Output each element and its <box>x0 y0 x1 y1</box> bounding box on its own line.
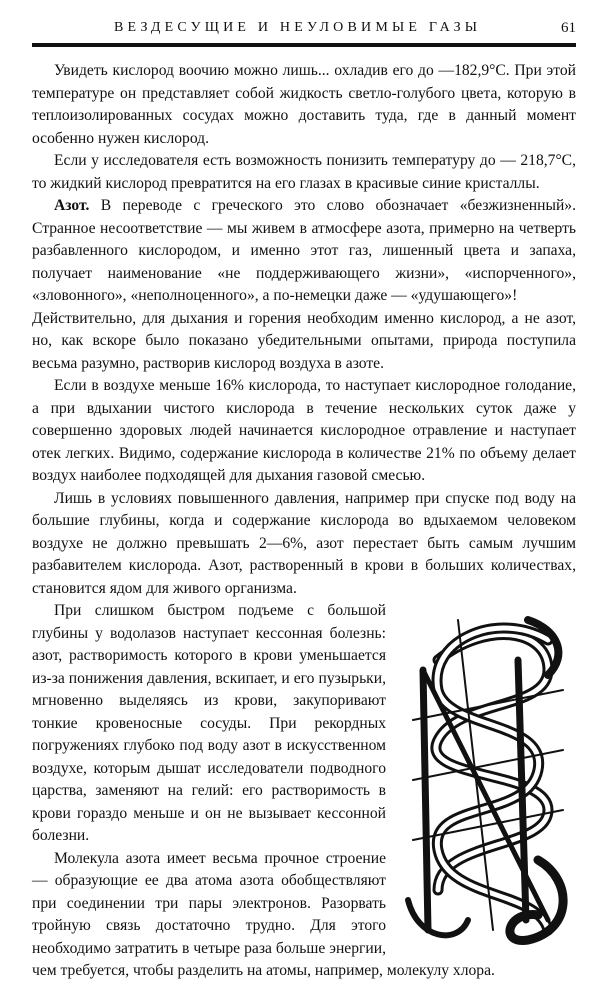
paragraph-liquid-oxygen: Увидеть кислород воочию можно лишь... охладив его до —182,9°С. При этой температуре он представляет собой жидкость светло-голубого цвета, которую в теплоизолированных сосудах можно доставить туда, где в данный момент особенно нужен кислород. <box>32 62 576 147</box>
paragraph-nitrogen-intro-text: В переводе с греческого это слово обозначает «безжизненный». Странное несоответствие — мы живем в атмосфере азота, примерно на четверть разбавленного кислородом, и именно этот газ, лишенный цвета и запаха, получает наименование «не поддерживающего жизни», «испорченного», «зловонного», «неполноценного», а по-немецки даже — «удушающего»! <box>32 197 576 304</box>
paragraph-pressure: Лишь в условиях повышенного давления, например при спуске под воду на большие глубины, когда и содержание кислорода во вдыхаемом человеком воздухе не должно превышать 2—6%, азот перестает быть самым лучшим разбавителем кислорода. Азот, растворенный в крови в больших количествах, становится ядом для живого организма. <box>32 489 576 597</box>
paragraph-nitrogen-intro <box>32 195 576 308</box>
page-number: 61 <box>561 20 576 36</box>
paragraph-oxygen-share: Если в воздухе меньше 16% кислорода, то наступает кислородное голодание, а при вдыхании чистого кислорода в течение нескольких суток даже у совершенно здоровых людей начинается кислородное отравление и наступает отек легких. Видимо, содержание кислорода в количестве 21% по объему делает воздух наиболее подходящей для дыхания газовой смесью. <box>32 377 576 484</box>
nitrogen-ribbon-letters-illustration <box>398 600 576 950</box>
running-title: ВЕЗДЕСУЩИЕ И НЕУЛОВИМЫЕ ГАЗЫ <box>114 20 482 35</box>
term-nitrogen: Азот. <box>54 197 90 214</box>
page-header <box>32 20 576 42</box>
paragraph-molecule: Молекула азота имеет весьма прочное строение — образующие ее два атома азота обобществляют при соединении три пары электронов. Разорвать тройную связь достаточно трудно. Для этого необходимо затратить в четыре раза больше энергии, чем требуется, чтобы разделить на атомы, например, молекулу хлора. <box>32 849 495 979</box>
paragraph-oxygen-crystals: Если у исследователя есть возможность понизить температуру до — 218,7°С, то жидкий кислород превратится на его глазах в красивые синие кристаллы. <box>32 152 576 192</box>
page-body <box>32 60 576 983</box>
header-rule <box>32 43 576 47</box>
paragraph-decompression: При слишком быстром подъеме с большой глубины у водолазов наступает кессонная болезнь: азот, растворимость которого в крови уменьшается из-за понижения давления, вскипает, и его пузырьки, мгновенно выделяясь из крови, закупоривают тонкие кровеносные сосуды. При рекордных погружениях глубоко под воду азот в искусственном воздухе, которым дышат исследователи подводного царства, заменяют на гелий: его растворимость в крови гораздо меньше и он не вызывает кессонной болезни. <box>32 602 386 844</box>
paragraph-breathing: Действительно, для дыхания и горения необходим именно кислород, а не азот, но, как вскоре было показано убедительными опытами, природа поступила весьма разумно, растворив кислород воздуха в азоте. <box>32 309 576 372</box>
